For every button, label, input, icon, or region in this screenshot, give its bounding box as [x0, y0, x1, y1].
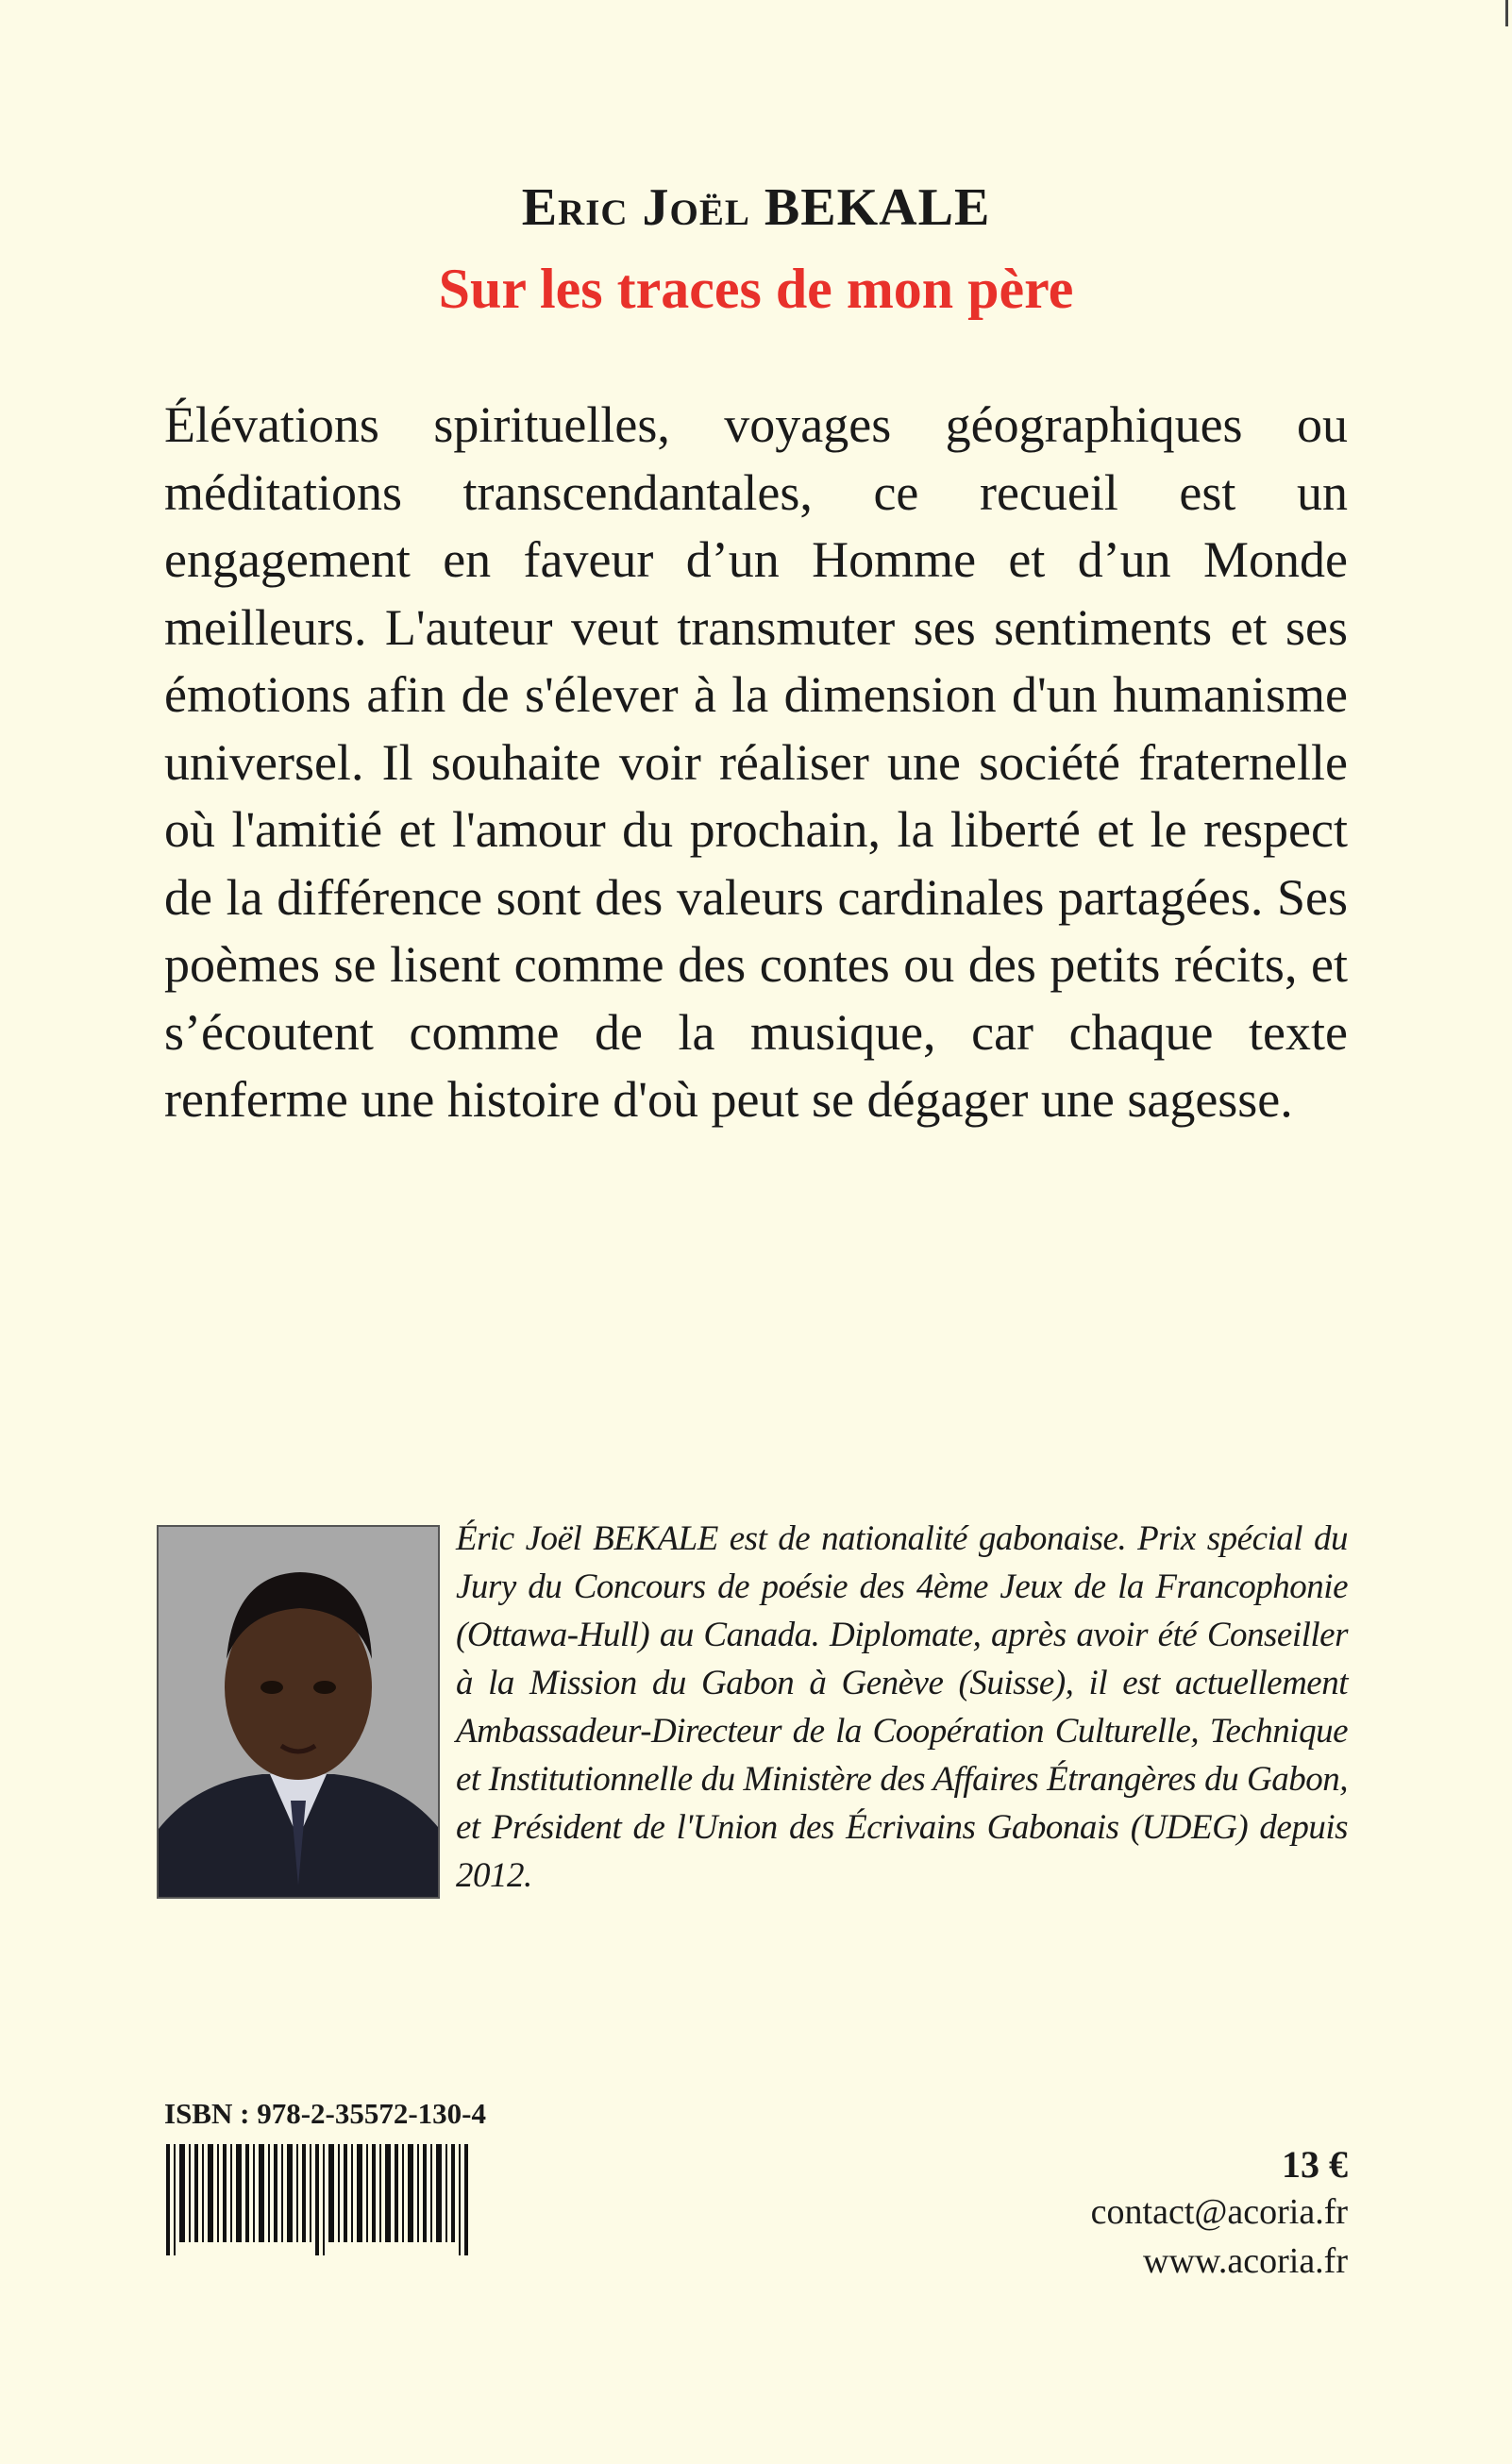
book-blurb: Élévations spirituelles, voyages géographiques ou méditations transcendantales, ce recueil est un engagement en faveur d’un Homme et d’un Monde meilleurs. L'auteur veut transmuter ses sentiments et ses émotions afin de s'élever à la dimension d'un humanisme universel. Il souhaite voir réaliser une société fraternelle où l'amitié et l'amour du prochain, la liberté et le respect de la différence sont des valeurs cardinales partagées. Ses poèmes se lisent comme des contes ou des petits récits, et s’écoutent comme de la musique, car chaque texte renferme une histoire d'où peut se dégager une sagesse.	[164, 396, 1348, 1128]
price: 13 €	[1282, 2143, 1348, 2186]
isbn-barcode-icon	[164, 2142, 495, 2265]
author-photo	[157, 1525, 440, 1899]
book-title: Sur les traces de mon père	[438, 258, 1074, 320]
isbn-label: ISBN : 978-2-35572-130-4	[164, 2097, 486, 2130]
author-name: Eric Joël BEKALE	[521, 178, 991, 237]
publisher-website[interactable]: www.acoria.fr	[1143, 2241, 1348, 2281]
author-bio: Éric Joël BEKALE est de nationalité gabonaise. Prix spécial du Jury du Concours de poésie des 4ème Jeux de la Francophonie (Ottawa-Hull) au Canada. Diplomate, après avoir été Conseiller à la Mission du Gabon à Genève (Suisse), il est actuellement Ambassadeur-Directeur de la Coopération Culturelle, Technique et Institutionnelle du Ministère des Affaires Étrangères du Gabon, et Président de l'Union des Écrivains Gabonais (UDEG) depuis 2012.	[456, 1519, 1348, 1895]
crop-mark	[1505, 0, 1508, 26]
author-portrait-icon	[159, 1527, 438, 1897]
contact-email[interactable]: contact@acoria.fr	[1090, 2192, 1348, 2232]
